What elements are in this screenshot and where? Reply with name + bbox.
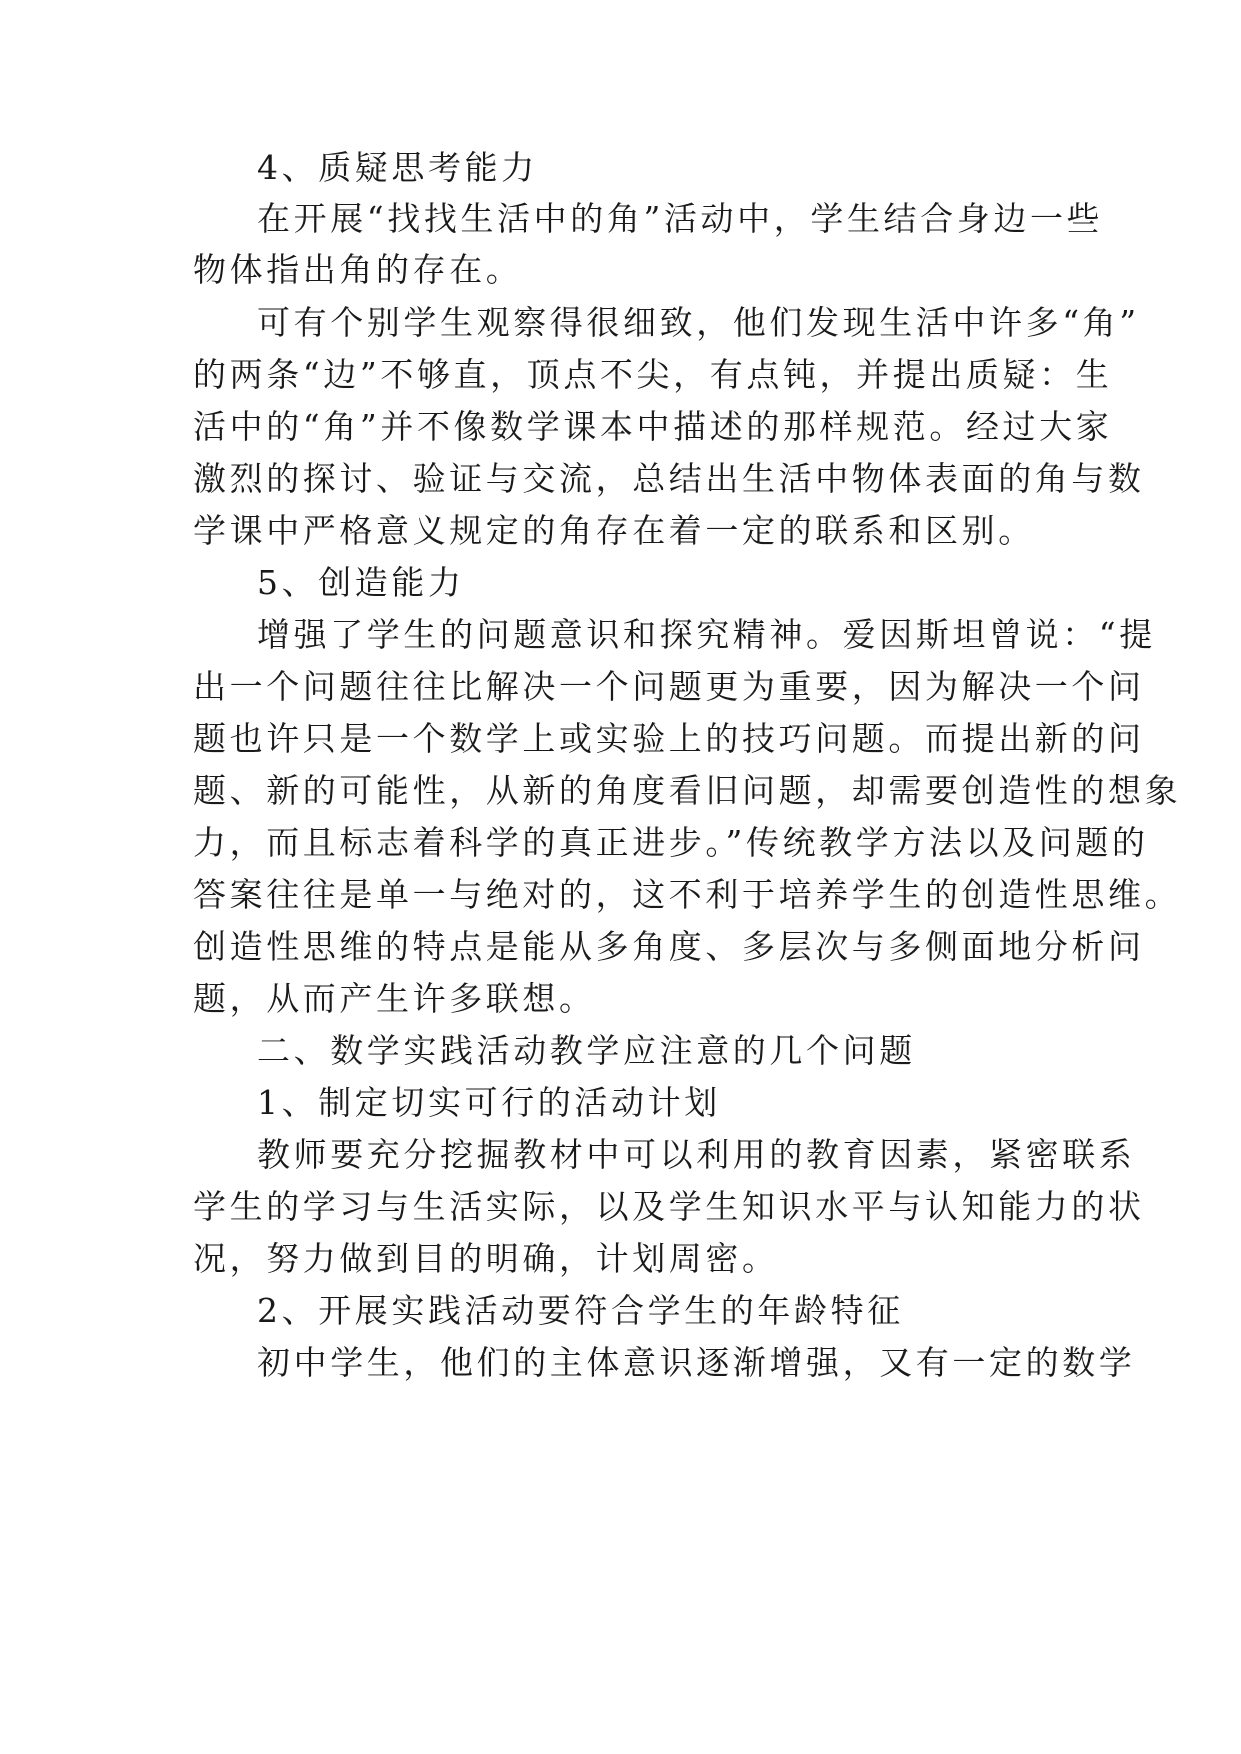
paragraph-line: 教师要充分挖掘教材中可以利用的教育因素，紧密联系 — [257, 1135, 1136, 1174]
paragraph-line: 活中的“角”并不像数学课本中描述的那样规范。经过大家 — [193, 407, 1113, 446]
paragraph-line: 激烈的探讨、验证与交流，总结出生活中物体表面的角与数 — [193, 459, 1145, 498]
heading-questioning-ability: 4、质疑思考能力 — [257, 148, 538, 187]
paragraph-line: 答案往往是单一与绝对的，这不利于培养学生的创造性思维。 — [193, 875, 1182, 914]
paragraph-line: 物体指出角的存在。 — [193, 250, 523, 289]
paragraph-line: 题，从而产生许多联想。 — [193, 979, 596, 1018]
paragraph-line: 在开展“找找生活中的角”活动中，学生结合身边一些 — [257, 199, 1104, 238]
paragraph-line: 学课中严格意义规定的角存在着一定的联系和区别。 — [193, 511, 1035, 550]
paragraph-line: 创造性思维的特点是能从多角度、多层次与多侧面地分析问 — [193, 927, 1145, 966]
paragraph-line: 增强了学生的问题意识和探究精神。爱因斯坦曾说：“提 — [257, 615, 1156, 654]
paragraph-line: 力，而且标志着科学的真正进步。”传统教学方法以及问题的 — [193, 823, 1149, 862]
heading-age-characteristics: 2、开展实践活动要符合学生的年龄特征 — [257, 1291, 904, 1330]
paragraph-line: 题、新的可能性，从新的角度看旧问题，却需要创造性的想象 — [193, 771, 1182, 810]
paragraph-line: 题也许只是一个数学上或实验上的技巧问题。而提出新的问 — [193, 719, 1145, 758]
heading-activity-plan: 1、制定切实可行的活动计划 — [257, 1083, 721, 1122]
paragraph-line: 的两条“边”不够直，顶点不尖，有点钝，并提出质疑：生 — [193, 355, 1113, 394]
paragraph-line: 可有个别学生观察得很细致，他们发现生活中许多“角” — [257, 303, 1140, 342]
paragraph-line: 况，努力做到目的明确，计划周密。 — [193, 1239, 779, 1278]
paragraph-line: 初中学生，他们的主体意识逐渐增强，又有一定的数学 — [257, 1343, 1136, 1382]
paragraph-line: 出一个问题往往比解决一个问题更为重要，因为解决一个问 — [193, 667, 1145, 706]
paragraph-line: 学生的学习与生活实际，以及学生知识水平与认知能力的状 — [193, 1187, 1145, 1226]
heading-creativity: 5、创造能力 — [257, 563, 465, 602]
section-heading: 二、数学实践活动教学应注意的几个问题 — [257, 1031, 916, 1070]
